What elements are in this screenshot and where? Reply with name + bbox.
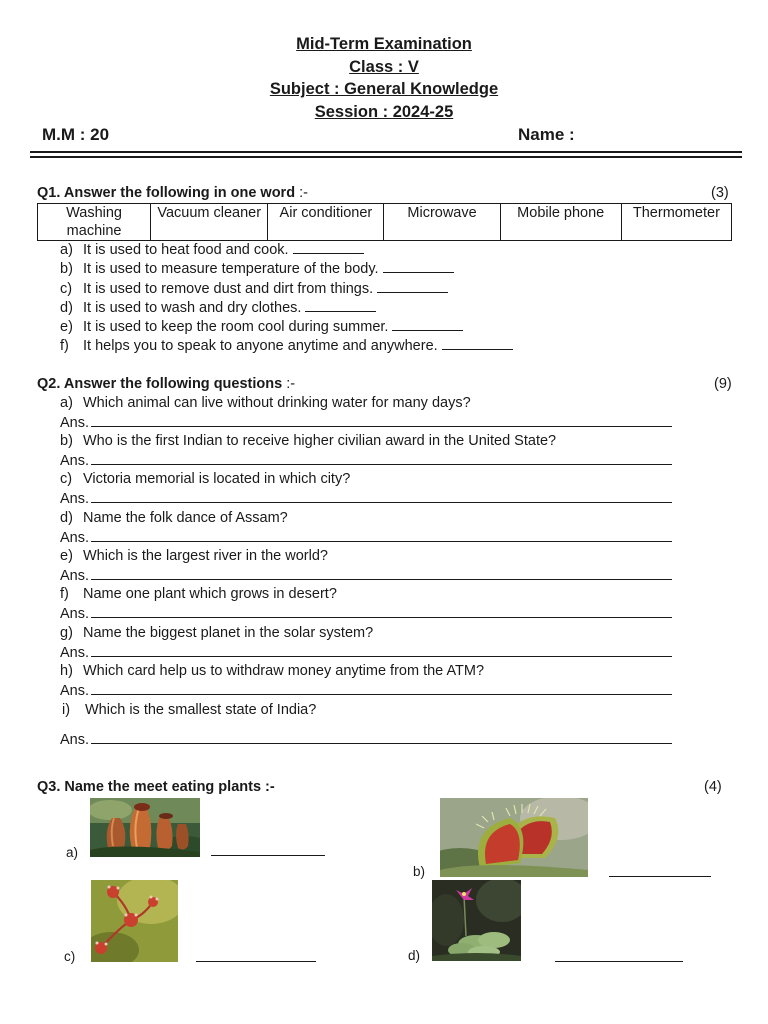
plant-b-label: b) bbox=[413, 864, 426, 879]
plant-a-answer-line bbox=[211, 855, 325, 856]
sundew-plant-photo bbox=[91, 880, 178, 962]
option-cell: Air conditioner bbox=[268, 204, 384, 241]
name-label: Name : bbox=[518, 125, 575, 144]
answer-line: Ans. bbox=[60, 567, 672, 584]
q1-heading: Q1. Answer the following in one word :- bbox=[37, 185, 308, 201]
butterwort-plant-photo bbox=[432, 880, 521, 961]
q1-item: e) It is used to keep the room cool during summer. bbox=[60, 318, 463, 335]
q1-item: a) It is used to heat food and cook. bbox=[60, 241, 364, 258]
q2-question: e) Which is the largest river in the world? bbox=[60, 548, 328, 564]
option-cell: Vacuum cleaner bbox=[151, 204, 268, 241]
pitcher-plant-photo bbox=[90, 798, 200, 857]
answer-line: Ans. bbox=[60, 731, 672, 748]
q1-item: b) It is used to measure temperature of the body. bbox=[60, 260, 454, 277]
option-cell: Thermometer bbox=[621, 204, 731, 241]
plant-d-label: d) bbox=[408, 948, 421, 963]
option-cell: Microwave bbox=[384, 204, 500, 241]
q2-question: h) Which card help us to withdraw money anytime from the ATM? bbox=[60, 663, 485, 679]
answer-line: Ans. bbox=[60, 490, 672, 507]
plant-c-label: c) bbox=[64, 949, 76, 964]
answer-line: Ans. bbox=[60, 644, 672, 661]
max-marks: M.M : 20 bbox=[42, 125, 110, 144]
answer-line: Ans. bbox=[60, 529, 672, 546]
q1-item: f) It helps you to speak to anyone anytime and anywhere. bbox=[60, 337, 513, 354]
q2-marks: (9) bbox=[714, 376, 732, 392]
q2-question: f) Name one plant which grows in desert? bbox=[60, 586, 337, 602]
q2-question: b) Who is the first Indian to receive higher civilian award in the United State? bbox=[60, 433, 557, 449]
q1-item: d) It is used to wash and dry clothes. bbox=[60, 299, 376, 316]
plant-c-answer-line bbox=[196, 961, 316, 962]
q2-question: c) Victoria memorial is located in which city? bbox=[60, 471, 351, 487]
header-rule-top bbox=[30, 151, 742, 153]
answer-line: Ans. bbox=[60, 414, 672, 431]
q3-heading: Q3. Name the meet eating plants :- bbox=[37, 779, 275, 795]
exam-title: Mid-Term Examination bbox=[296, 35, 472, 53]
q2-heading: Q2. Answer the following questions :- bbox=[37, 376, 296, 392]
session-line: Session : 2024-25 bbox=[314, 103, 454, 121]
answer-line: Ans. bbox=[60, 605, 672, 622]
header-rule-bottom bbox=[30, 156, 742, 158]
venus-flytrap-photo bbox=[440, 798, 588, 877]
q2-question: g) Name the biggest planet in the solar system? bbox=[60, 625, 374, 641]
q2-question: d) Name the folk dance of Assam? bbox=[60, 510, 288, 526]
class-line: Class : V bbox=[349, 58, 419, 76]
q2-question: a) Which animal can live without drinking water for many days? bbox=[60, 395, 471, 411]
plant-a-label: a) bbox=[66, 845, 79, 860]
q3-marks: (4) bbox=[704, 779, 722, 795]
answer-line: Ans. bbox=[60, 452, 672, 469]
subject-line: Subject : General Knowledge bbox=[269, 80, 499, 98]
plant-b-answer-line bbox=[609, 876, 711, 877]
option-cell: Mobile phone bbox=[500, 204, 621, 241]
q1-item: c) It is used to remove dust and dirt from things. bbox=[60, 280, 448, 297]
q1-marks: (3) bbox=[711, 185, 729, 201]
q1-options-table bbox=[37, 203, 732, 241]
q2-question: i) Which is the smallest state of India? bbox=[62, 702, 317, 718]
plant-d-answer-line bbox=[555, 961, 683, 962]
option-cell: Washing machine bbox=[38, 204, 151, 241]
answer-line: Ans. bbox=[60, 682, 672, 699]
